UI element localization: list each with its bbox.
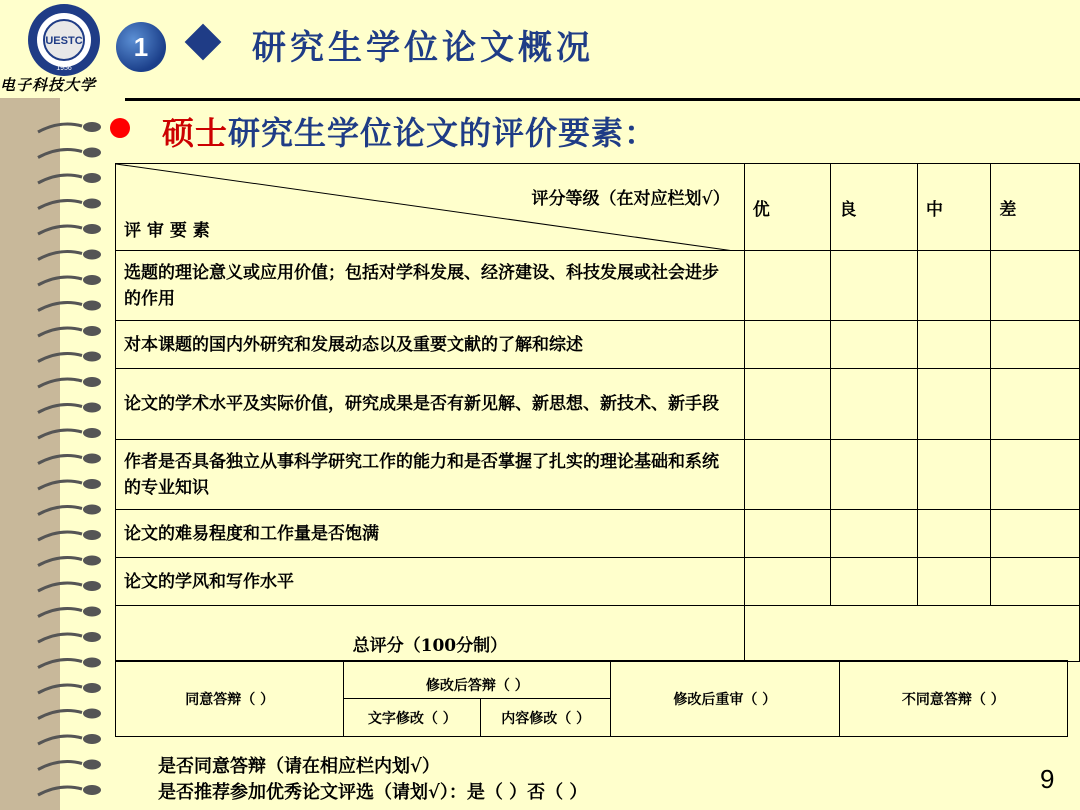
binding-hole (83, 505, 101, 515)
text-revision-option[interactable]: 文字修改（ ） (344, 699, 481, 737)
table-row (116, 510, 1080, 558)
binding-hole (83, 224, 101, 234)
grade-cell[interactable] (991, 440, 1080, 510)
binding-hole (83, 530, 101, 540)
table-header-row (116, 164, 1080, 251)
table-row (116, 558, 1080, 606)
total-score-cell[interactable] (744, 606, 1079, 662)
section-heading (162, 108, 657, 154)
table-row (116, 440, 1080, 510)
binding-ring (38, 609, 82, 617)
section-number-badge: 1 (116, 22, 166, 72)
grade-cell[interactable] (991, 510, 1080, 558)
table-row (116, 369, 1080, 440)
grade-cell[interactable] (917, 321, 990, 369)
binding-ring (38, 660, 82, 668)
grade-cell[interactable] (991, 321, 1080, 369)
binding-ring (38, 354, 82, 362)
binding-hole (83, 709, 101, 719)
binding-ring (38, 481, 82, 489)
binding-hole (83, 326, 101, 336)
binding-ring (38, 328, 82, 336)
binding-hole (83, 403, 101, 413)
grade-cell[interactable] (831, 558, 918, 606)
bullet-icon (110, 118, 130, 138)
binding-ring (38, 685, 82, 693)
grade-cell[interactable] (917, 558, 990, 606)
disagree-defense-option[interactable]: 不同意答辩（ ） (839, 661, 1067, 737)
binding-hole (83, 275, 101, 285)
binding-ring (38, 558, 82, 566)
binding-hole (83, 122, 101, 132)
criterion-cell: 对本课题的国内外研究和发展动态以及重要文献的了解和综述 (116, 321, 745, 369)
total-row (116, 606, 1080, 662)
grade-cell[interactable] (744, 440, 831, 510)
binding-ring (38, 175, 82, 183)
binding-hole (83, 428, 101, 438)
grade-header: 中 (917, 164, 990, 251)
footer-question-recommend: 是否推荐参加优秀论文评选（请划√）：是（ ）否（ ） (158, 782, 588, 803)
grade-cell[interactable] (831, 321, 918, 369)
binding-ring (38, 201, 82, 209)
binding-ring (38, 430, 82, 438)
table-row (116, 251, 1080, 321)
spiral-binding-icon (0, 110, 125, 800)
grade-cell[interactable] (917, 440, 990, 510)
binding-ring (38, 405, 82, 413)
grade-cell[interactable] (831, 251, 918, 321)
binding-ring (38, 456, 82, 464)
defense-decision-table (115, 660, 1068, 737)
binding-ring (38, 507, 82, 515)
header-grade-label: 评分等级（在对应栏划√） (531, 189, 730, 209)
section-heading-highlight: 硕士 (162, 114, 229, 152)
binding-ring (38, 583, 82, 591)
binding-hole (83, 658, 101, 668)
evaluation-table (115, 163, 1080, 662)
grade-cell[interactable] (831, 510, 918, 558)
grade-cell[interactable] (744, 558, 831, 606)
binding-hole (83, 683, 101, 693)
binding-hole (83, 250, 101, 260)
binding-ring (38, 532, 82, 540)
section-heading-text: 研究生学位论文的评价要素： (228, 114, 658, 152)
binding-hole (83, 352, 101, 362)
criterion-cell: 作者是否具备独立从事科学研究工作的能力和是否掌握了扎实的理论基础和系统的专业知识 (116, 440, 745, 510)
grade-cell[interactable] (831, 440, 918, 510)
revise-defense-option[interactable]: 修改后答辩（ ） (344, 673, 611, 699)
binding-ring (38, 787, 82, 795)
binding-ring (38, 124, 82, 132)
binding-hole (83, 607, 101, 617)
binding-ring (38, 226, 82, 234)
grade-cell[interactable] (744, 251, 831, 321)
footer-question-agree: 是否同意答辩（请在相应栏内划√） (158, 756, 440, 777)
grade-cell[interactable] (744, 321, 831, 369)
binding-ring (38, 379, 82, 387)
diamond-icon (185, 24, 222, 61)
binding-ring (38, 252, 82, 260)
binding-ring (38, 277, 82, 285)
grade-cell[interactable] (917, 251, 990, 321)
grade-cell[interactable] (917, 510, 990, 558)
binding-hole (83, 479, 101, 489)
binding-hole (83, 785, 101, 795)
logo-year: 1956 (56, 65, 72, 72)
page-number: 9 (1040, 764, 1055, 794)
binding-hole (83, 301, 101, 311)
binding-hole (83, 581, 101, 591)
binding-hole (83, 734, 101, 744)
header-criteria-label: 评 审 要 素 (124, 221, 210, 241)
content-revision-option[interactable]: 内容修改（ ） (481, 699, 611, 737)
page-title: 研究生学位论文概况 (252, 28, 594, 68)
university-logo-icon (26, 2, 102, 78)
grade-header: 优 (744, 164, 831, 251)
grade-cell[interactable] (744, 369, 831, 440)
binding-ring (38, 762, 82, 770)
total-score-label: 总评分（100分制） (116, 606, 745, 662)
binding-hole (83, 760, 101, 770)
table-row (116, 321, 1080, 369)
logo-text: UESTC (45, 35, 83, 47)
binding-ring (38, 711, 82, 719)
binding-hole (83, 199, 101, 209)
grade-cell[interactable] (991, 251, 1080, 321)
binding-ring (38, 634, 82, 642)
binding-hole (83, 632, 101, 642)
binding-ring (38, 150, 82, 158)
grade-cell[interactable] (831, 369, 918, 440)
criterion-cell: 论文的学术水平及实际价值，研究成果是否有新见解、新思想、新技术、新手段 (116, 369, 745, 440)
binding-hole (83, 173, 101, 183)
binding-hole (83, 454, 101, 464)
grade-cell[interactable] (991, 369, 1080, 440)
criterion-cell: 论文的难易程度和工作量是否饱满 (116, 510, 745, 558)
grade-header: 差 (991, 164, 1080, 251)
binding-hole (83, 556, 101, 566)
revise-review-option[interactable]: 修改后重审（ ） (611, 661, 839, 737)
binding-ring (38, 736, 82, 744)
grade-cell[interactable] (744, 510, 831, 558)
agree-defense-option[interactable]: 同意答辩（ ） (116, 661, 344, 737)
criterion-cell: 论文的学风和写作水平 (116, 558, 745, 606)
header-divider (125, 98, 1080, 101)
binding-hole (83, 377, 101, 387)
grade-cell[interactable] (917, 369, 990, 440)
criterion-cell: 选题的理论意义或应用价值；包括对学科发展、经济建设、科技发展或社会进步的作用 (116, 251, 745, 321)
binding-ring (38, 303, 82, 311)
university-name: 电子科技大学 (0, 76, 97, 94)
binding-hole (83, 148, 101, 158)
grade-cell[interactable] (991, 558, 1080, 606)
diagonal-header-cell (116, 164, 745, 251)
grade-header: 良 (831, 164, 918, 251)
